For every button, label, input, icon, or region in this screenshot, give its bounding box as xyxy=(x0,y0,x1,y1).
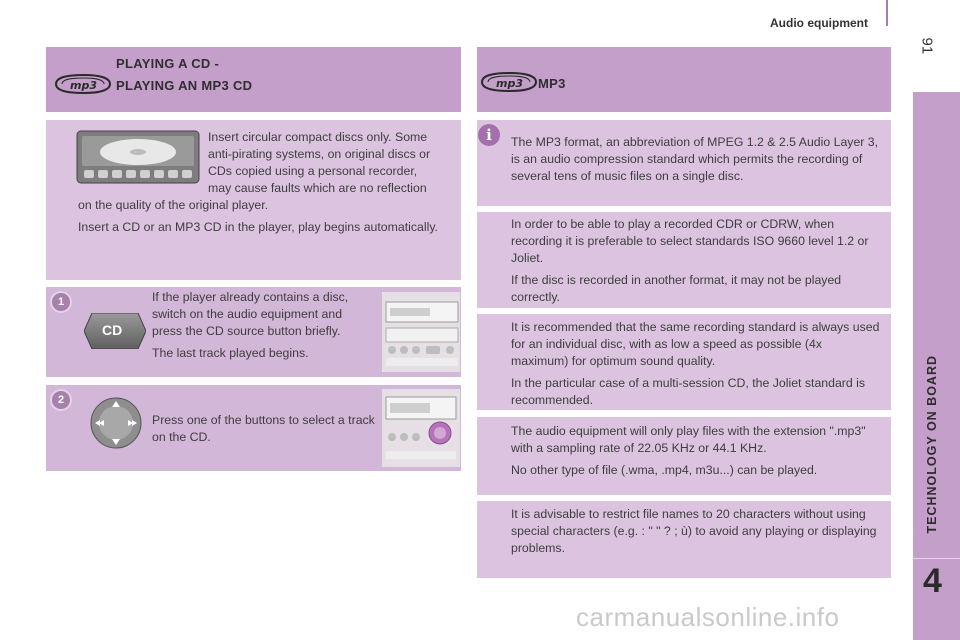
cd-button-label: CD xyxy=(102,322,123,338)
header-divider xyxy=(886,0,888,26)
info-icon: i xyxy=(478,124,500,146)
chapter-title: TECHNOLOGY ON BOARD xyxy=(925,355,939,534)
cd-player-image xyxy=(76,130,200,184)
box3-p2: In the particular case of a multi-session CD, the Joliet standard is recommended. xyxy=(511,376,866,407)
step2-badge: 2 xyxy=(52,391,70,409)
cd-heading-line2: PLAYING AN MP3 CD xyxy=(116,78,253,93)
box2-p2: If the disc is recorded in another format, it may not be played correctly. xyxy=(511,273,842,304)
player-front-image xyxy=(382,292,460,372)
svg-text:mp3: mp3 xyxy=(70,79,97,92)
intro-line3: CDs copied using a personal recorder, xyxy=(208,164,418,178)
chapter-number: 4 xyxy=(923,562,942,600)
step1-text1: If the player already contains a disc, switch on the audio equipment and press the CD source button briefly. xyxy=(152,290,349,338)
svg-text:mp3: mp3 xyxy=(496,77,523,90)
cd-intro-continued xyxy=(78,197,448,241)
step1-text xyxy=(152,289,374,367)
mp3-box3-text xyxy=(511,319,881,414)
watermark: carmanualsonline.info xyxy=(576,602,840,632)
mp3-box2-text xyxy=(511,216,881,311)
mp3-box4-text xyxy=(511,423,881,484)
box4-p2: No other type of file (.wma, .mp4, m3u...) can be played. xyxy=(511,463,818,477)
player-front-image-2 xyxy=(382,389,460,467)
intro-line5: on the quality of the original player. xyxy=(78,198,269,212)
step1-text2: The last track played begins. xyxy=(152,346,309,360)
mp3-logo-icon xyxy=(54,74,112,99)
cd-heading-line1: PLAYING A CD - xyxy=(116,56,220,71)
section-title: Audio equipment xyxy=(770,16,868,30)
step2-text1: Press one of the buttons to select a track on the CD. xyxy=(152,413,375,444)
intro-line1: Insert circular compact discs only. Some xyxy=(208,130,428,144)
box3-p1: It is recommended that the same recording standard is always used for an individual disc, with as low a speed as possible (4x maximum) for optimum sound quality. xyxy=(511,320,880,368)
intro-para2: Insert a CD or an MP3 CD in the player, play begins automatically. xyxy=(78,220,438,234)
track-select-buttons-icon xyxy=(90,397,142,449)
intro-line2: anti-pirating systems, on original discs or xyxy=(208,147,431,161)
cd-intro-text-wrap xyxy=(208,129,460,197)
intro-line4: may cause faults which are no reflection xyxy=(208,181,427,195)
box2-p1: In order to be able to play a recorded CDR or CDRW, when recording it is preferable to select standards ISO 9660 level 1.2 or Joliet. xyxy=(511,217,869,265)
mp3-logo-icon-2 xyxy=(480,72,538,97)
page-number-text: 91 xyxy=(918,37,936,55)
step2-text xyxy=(152,412,377,451)
box5-p1: It is advisable to restrict file names to 20 characters without using special characters (e.g. : " " ? ; ù) to avoid any playing or displaying problems. xyxy=(511,507,877,555)
chapter-tab-divider xyxy=(913,558,960,559)
page-number xyxy=(912,37,942,74)
box4-p1: The audio equipment will only play files with the extension ".mp3" with a sampling rate of 22.05 KHz or 44.1 KHz. xyxy=(511,424,866,455)
mp3-info-p: The MP3 format, an abbreviation of MPEG 1.2 & 2.5 Audio Layer 3, is an audio compression standard which permits the recording of several tens of music files on a single disc. xyxy=(511,135,879,183)
mp3-box5-text xyxy=(511,506,881,562)
mp3-info-text xyxy=(511,134,881,190)
step1-badge: 1 xyxy=(52,293,70,311)
mp3-heading: MP3 xyxy=(538,76,566,91)
